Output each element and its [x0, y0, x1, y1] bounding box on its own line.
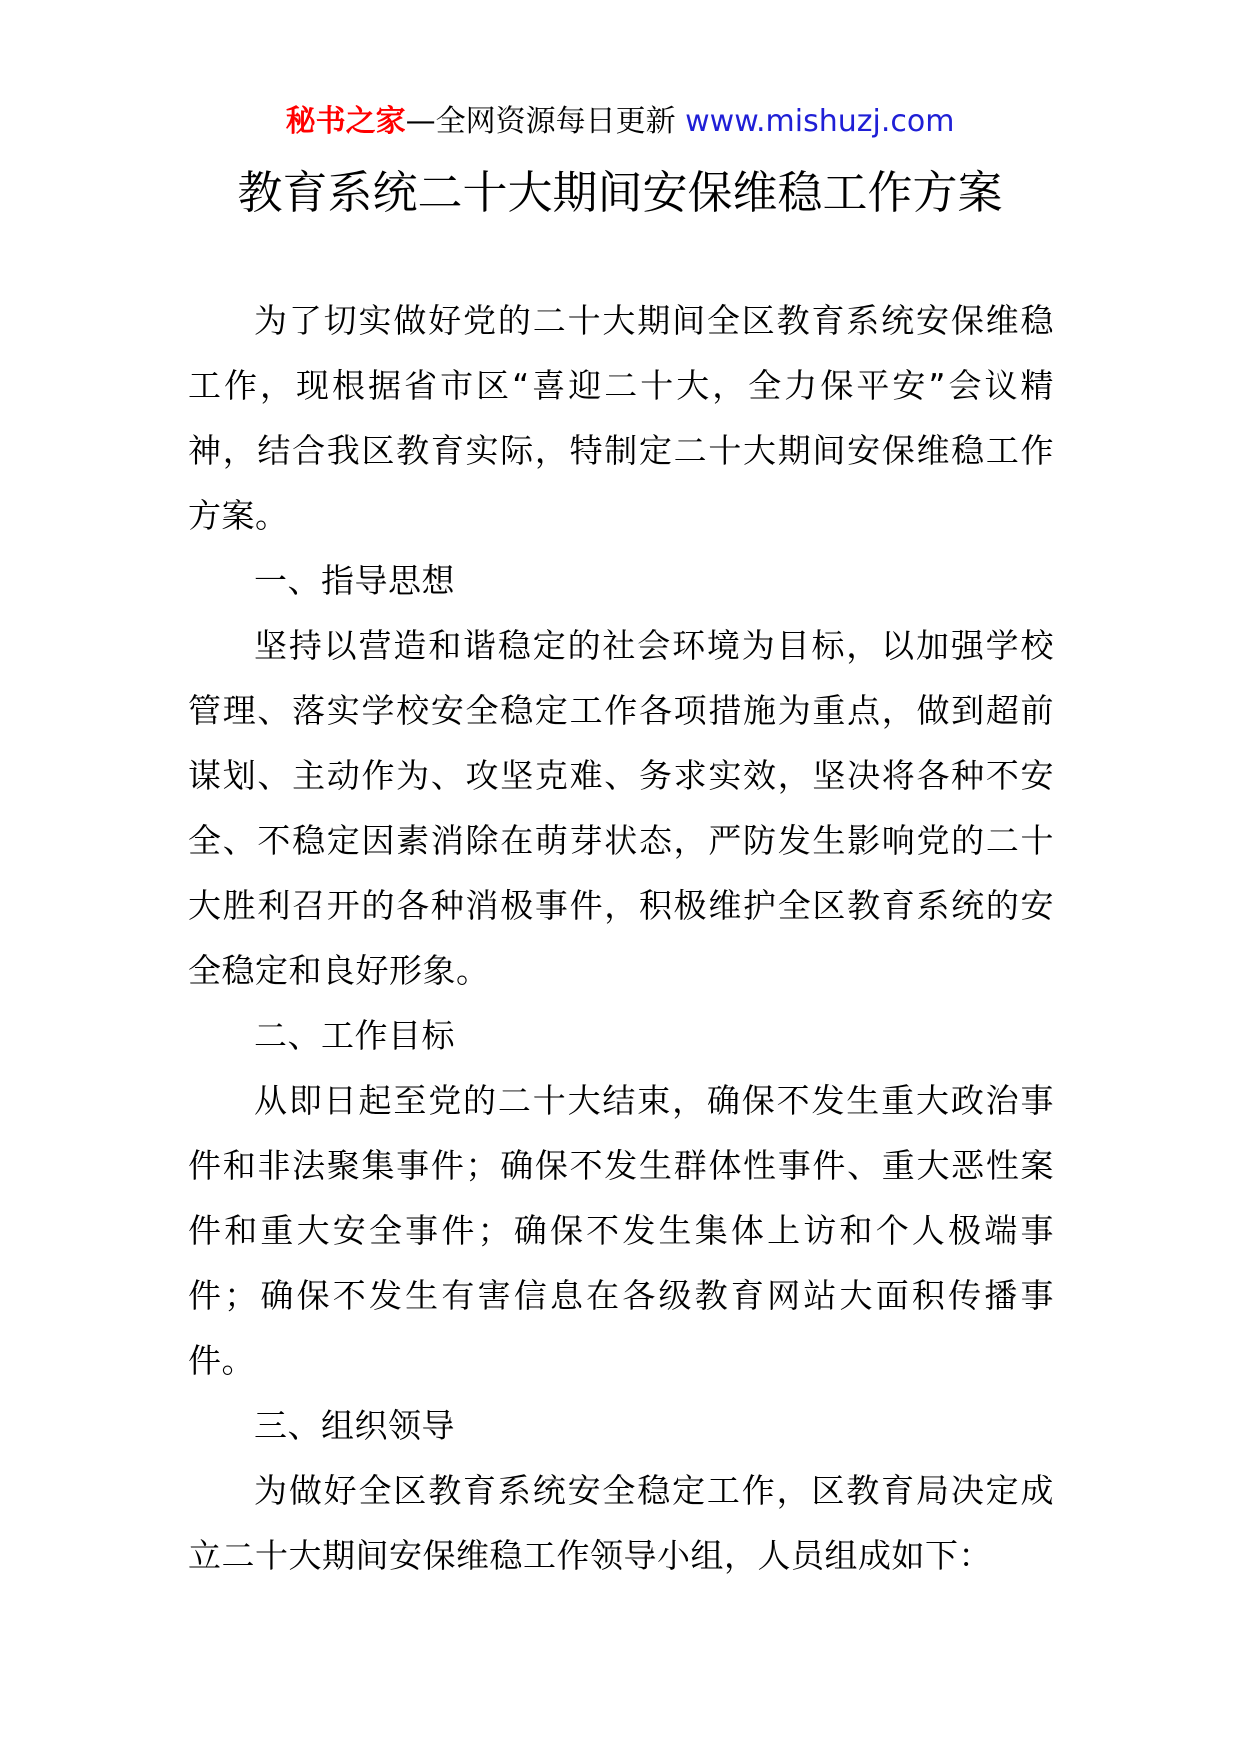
organization-paragraph: 为做好全区教育系统安全稳定工作，区教育局决定成立二十大期间安保维稳工作领导小组，人员组成如下： — [188, 1471, 1054, 1575]
brand-name: 秘书之家 — [285, 104, 406, 139]
site-url-link[interactable]: www.mishuzj.com — [685, 104, 955, 139]
header-tagline: —全网资源每日更新 — [405, 104, 676, 139]
section-heading-organization: 三、组织领导 — [254, 1406, 455, 1445]
site-header — [0, 100, 1240, 144]
section-heading-guiding-ideology: 一、指导思想 — [254, 561, 455, 600]
document-title: 教育系统二十大期间安保维稳工作方案 — [237, 166, 1003, 219]
document-body — [188, 288, 1054, 1588]
work-goals-paragraph: 从即日起至党的二十大结束，确保不发生重大政治事件和非法聚集事件；确保不发生群体性事件、重大恶性案件和重大安全事件；确保不发生集体上访和个人极端事件；确保不发生有害信息在各级教育网站大面积传播事件。 — [188, 1081, 1054, 1380]
section-heading-work-goals: 二、工作目标 — [254, 1016, 455, 1055]
intro-paragraph: 为了切实做好党的二十大期间全区教育系统安保维稳工作，现根据省市区“喜迎二十大，全力保平安”会议精神，结合我区教育实际，特制定二十大期间安保维稳工作方案。 — [188, 301, 1054, 535]
guiding-ideology-paragraph: 坚持以营造和谐稳定的社会环境为目标，以加强学校管理、落实学校安全稳定工作各项措施为重点，做到超前谋划、主动作为、攻坚克难、务求实效，坚决将各种不安全、不稳定因素消除在萌芽状态，严防发生影响党的二十大胜利召开的各种消极事件，积极维护全区教育系统的安全稳定和良好形象。 — [188, 626, 1054, 990]
